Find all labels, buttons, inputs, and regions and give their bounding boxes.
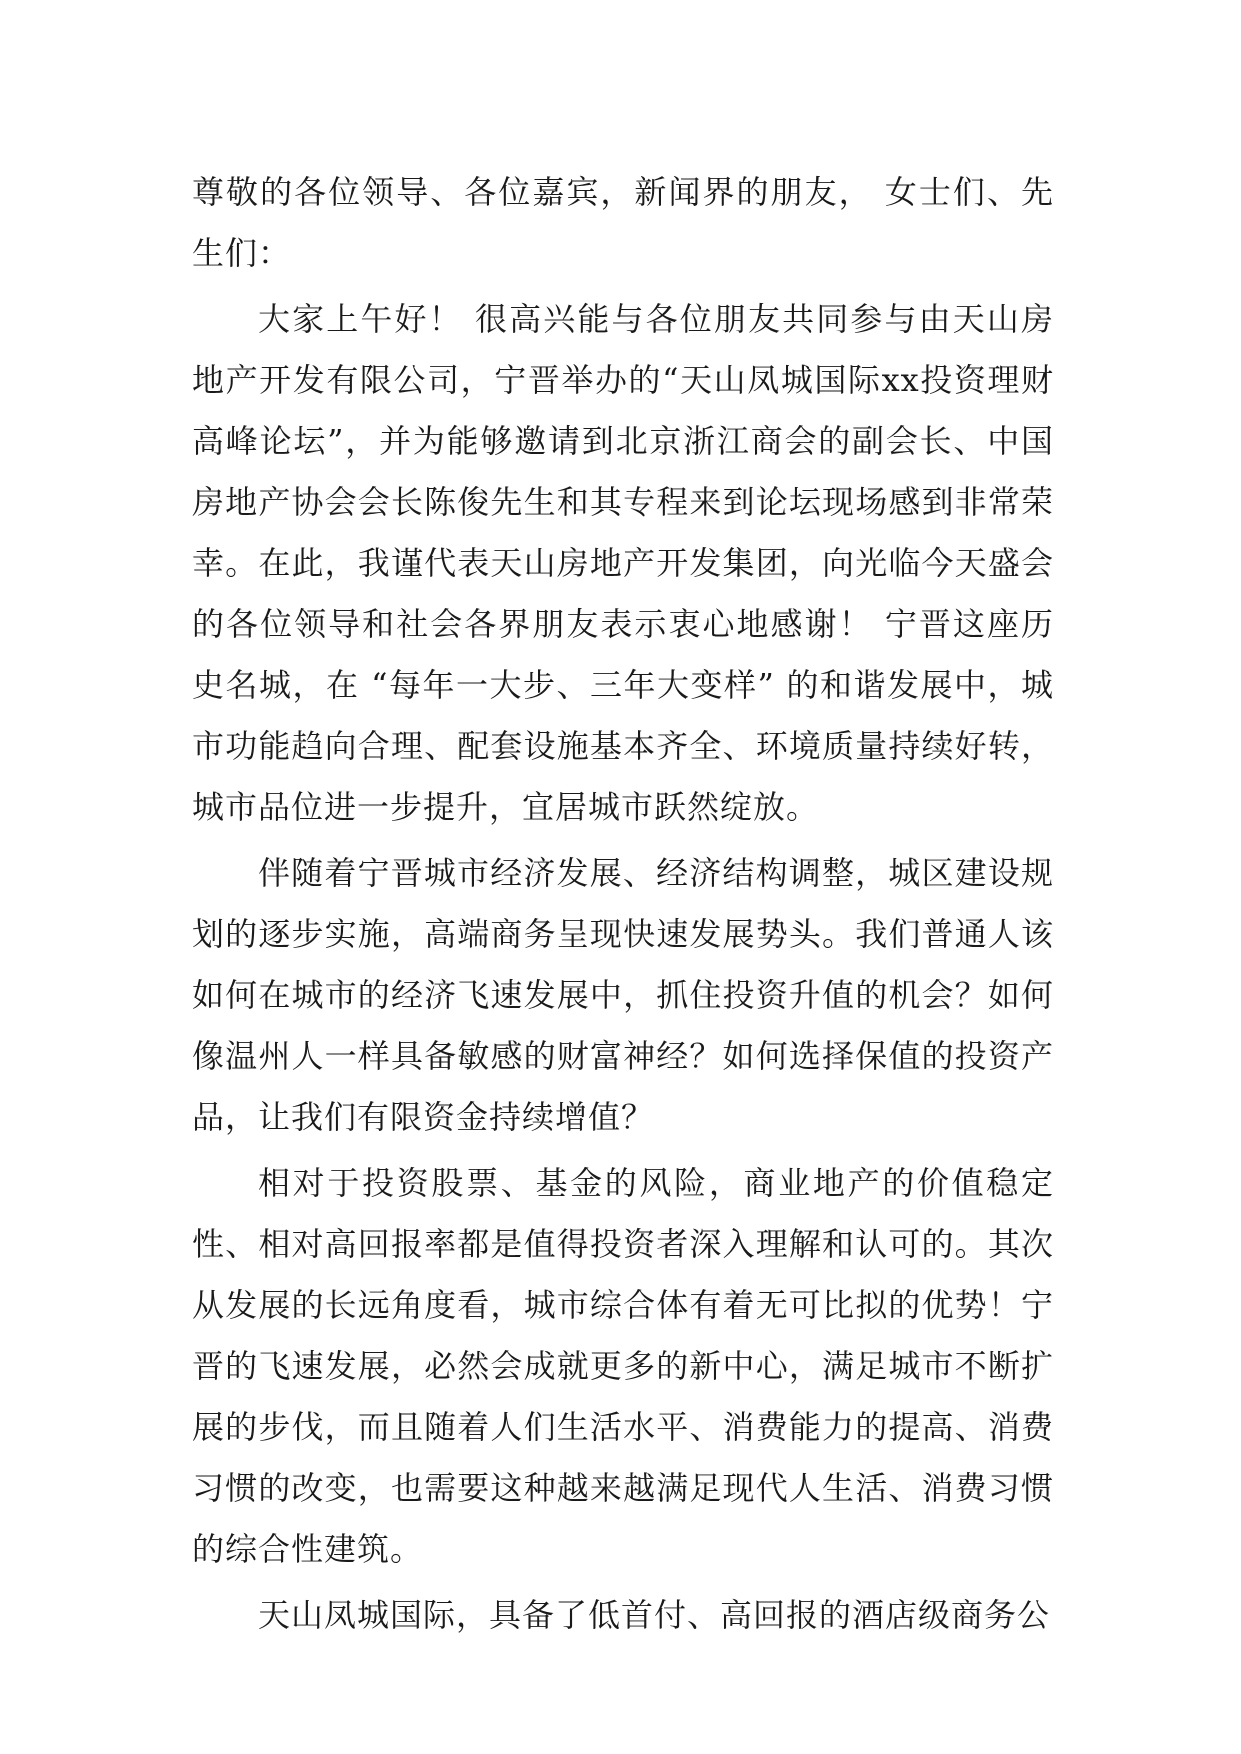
opening-paragraph: 大家上午好！ 很高兴能与各位朋友共同参与由天山房地产开发有限公司，宁晋举办的“天山凤城国际xx投资理财高峰论坛”，并为能够邀请到北京浙江商会的副会长、中国房地产协会会长陈俊先生和其专程来到论坛现场感到非常荣幸。在此，我谨代表天山房地产开发集团，向光临今天盛会的各位领导和社会各界朋友表示衷心地感谢！ 宁晋这座历史名城，在 “每年一大步、三年大变样” 的和谐发展中，城市功能趋向合理、配套设施基本齐全、环境质量持续好转，城市品位进一步提升，宜居城市跃然绽放。: [192, 300, 1054, 826]
commercial-property-paragraph: 相对于投资股票、基金的风险，商业地产的价值稳定性、相对高回报率都是值得投资者深入理解和认可的。其次从发展的长远角度看，城市综合体有着无可比拟的优势！宁晋的飞速发展，必然会成就更多的新中心，满足城市不断扩展的步伐，而且随着人们生活水平、消费能力的提高、消费习惯的改变，也需要这种越来越满足现代人生活、消费习惯的综合性建筑。: [192, 1164, 1054, 1568]
project-intro-paragraph: 天山凤城国际，具备了低首付、高回报的酒店级商务公: [258, 1596, 1051, 1634]
salutation-paragraph: 尊敬的各位领导、各位嘉宾，新闻界的朋友， 女士们、先生们：: [192, 173, 1054, 272]
document-body: [192, 162, 1054, 1651]
investment-question-paragraph: 伴随着宁晋城市经济发展、经济结构调整，城区建设规划的逐步实施，高端商务呈现快速发展势头。我们普通人该如何在城市的经济飞速发展中，抓住投资升值的机会？如何像温州人一样具备敏感的财富神经？如何选择保值的投资产品，让我们有限资金持续增值？: [192, 854, 1054, 1136]
